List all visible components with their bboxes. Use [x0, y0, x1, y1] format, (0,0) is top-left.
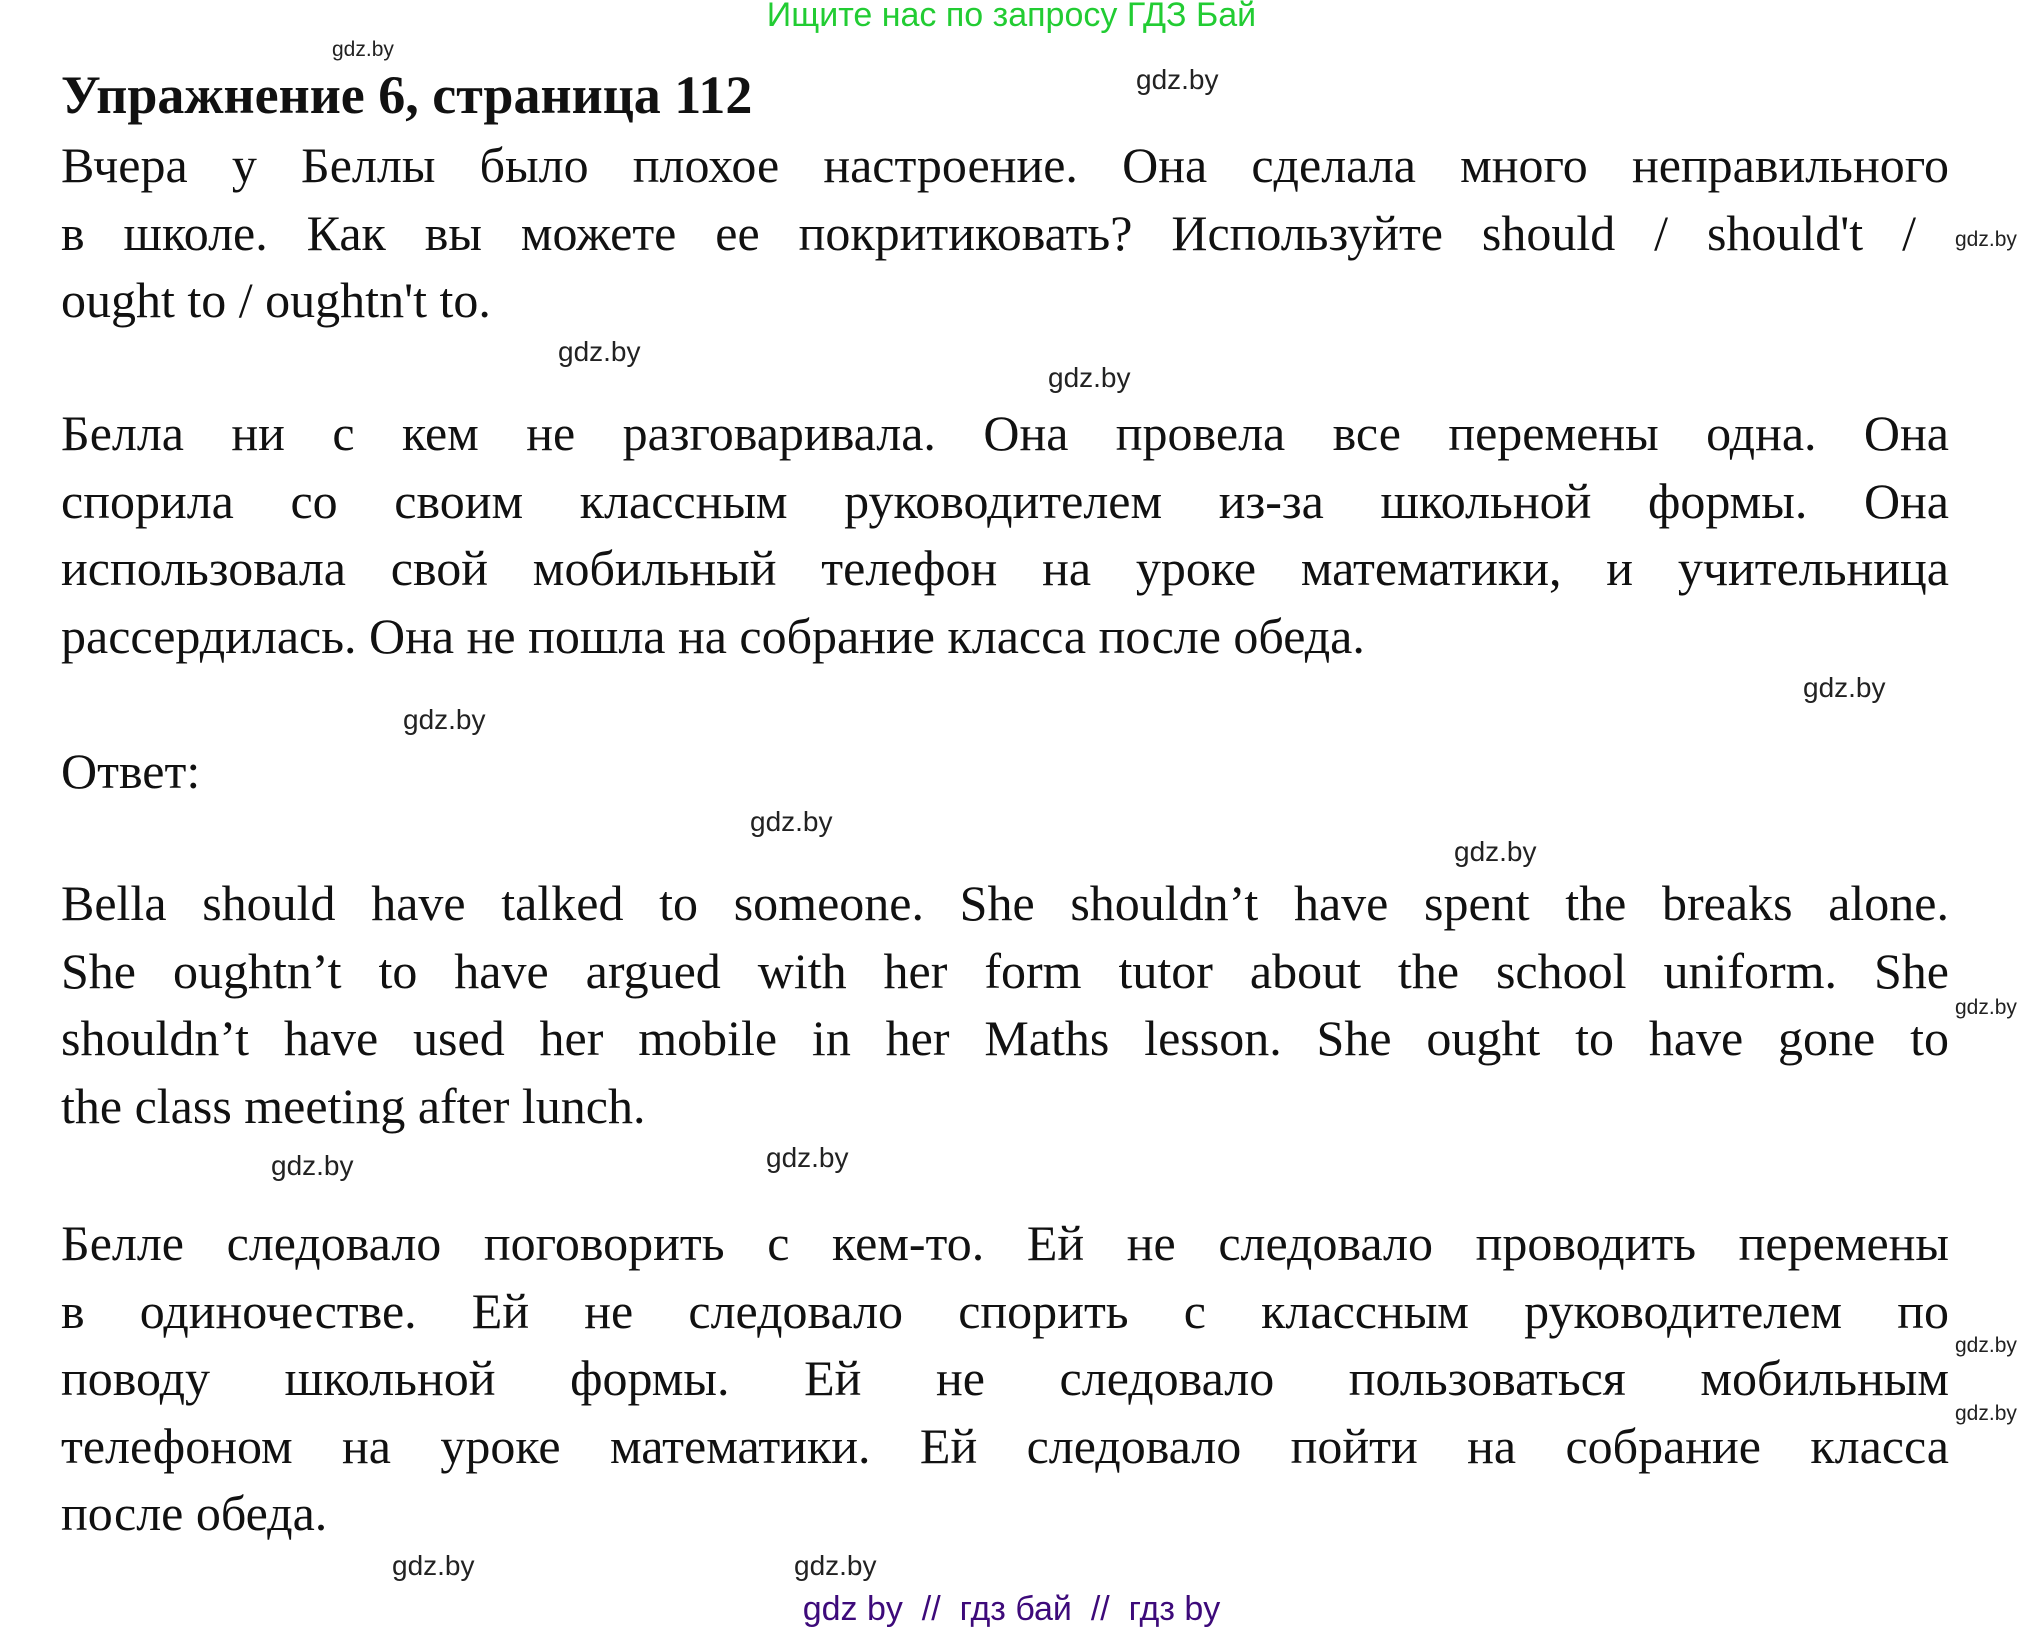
- text-line: Белла ни с кем не разговаривала. Она провела все перемены одна. Она: [61, 405, 1949, 461]
- text-line: рассердилась. Она не пошла на собрание класса после обеда.: [61, 607, 1365, 664]
- watermark: gdz.by: [332, 38, 394, 61]
- text-line: ought to / oughtn't to.: [61, 272, 491, 328]
- watermark: gdz.by: [392, 1550, 475, 1581]
- text-line: спорила со своим классным руководителем из-за школьной формы. Она: [61, 472, 1949, 529]
- text-line: shouldn’t have used her mobile in her Maths lesson. She ought to have gone to: [61, 1010, 1949, 1066]
- watermark: gdz.by: [1454, 836, 1537, 867]
- watermark: gdz.by: [794, 1550, 877, 1581]
- text-line: в школе. Как вы можете ее покритиковать? Используйте should / should't /: [61, 204, 1916, 261]
- task-text: [61, 132, 1949, 335]
- watermark: gdz.by: [1955, 1402, 2017, 1425]
- page-title: Упражнение 6, страница 112: [61, 65, 753, 125]
- answer-label-text: Ответ:: [61, 743, 201, 799]
- watermark: gdz.by: [271, 1150, 354, 1181]
- text-line: Вчера у Беллы было плохое настроение. Она сделала много неправильного: [61, 137, 1949, 193]
- answer-russian: [61, 1210, 1949, 1548]
- watermark: gdz.by: [1136, 64, 1219, 95]
- watermark: gdz.by: [750, 806, 833, 837]
- text-line: She oughtn’t to have argued with her form tutor about the school uniform. She: [61, 942, 1949, 999]
- watermark: gdz.by: [766, 1142, 849, 1173]
- watermark: gdz.by: [1955, 996, 2017, 1019]
- text-line: после обеда.: [61, 1485, 328, 1541]
- answer-english: [61, 870, 1949, 1140]
- text-line: the class meeting after lunch.: [61, 1077, 646, 1134]
- watermark: gdz.by: [1803, 672, 1886, 703]
- text-line: телефоном на уроке математики. Ей следовало пойти на собрание класса: [61, 1417, 1949, 1474]
- situation-text: [61, 400, 1949, 670]
- watermark: gdz.by: [558, 336, 641, 367]
- text-line: Белле следовало поговорить с кем-то. Ей не следовало проводить перемены: [61, 1215, 1949, 1271]
- watermark: gdz.by: [1955, 228, 2017, 251]
- text-line: использовала свой мобильный телефон на уроке математики, и учительница: [61, 540, 1949, 596]
- search-banner: Ищите нас по запросу ГДЗ Бай: [766, 0, 1257, 34]
- text-line: Bella should have talked to someone. She shouldn’t have spent the breaks alone.: [61, 875, 1949, 931]
- answer-label: [61, 738, 1949, 806]
- text-line: поводу школьной формы. Ей не следовало пользоваться мобильным: [61, 1350, 1949, 1406]
- watermark: gdz.by: [1048, 362, 1131, 393]
- text-line: в одиночестве. Ей не следовало спорить с классным руководителем по: [61, 1282, 1949, 1339]
- footer-links: gdz by // гдз бай // гдз by: [802, 1590, 1221, 1628]
- watermark: gdz.by: [403, 704, 486, 735]
- watermark: gdz.by: [1955, 1334, 2017, 1357]
